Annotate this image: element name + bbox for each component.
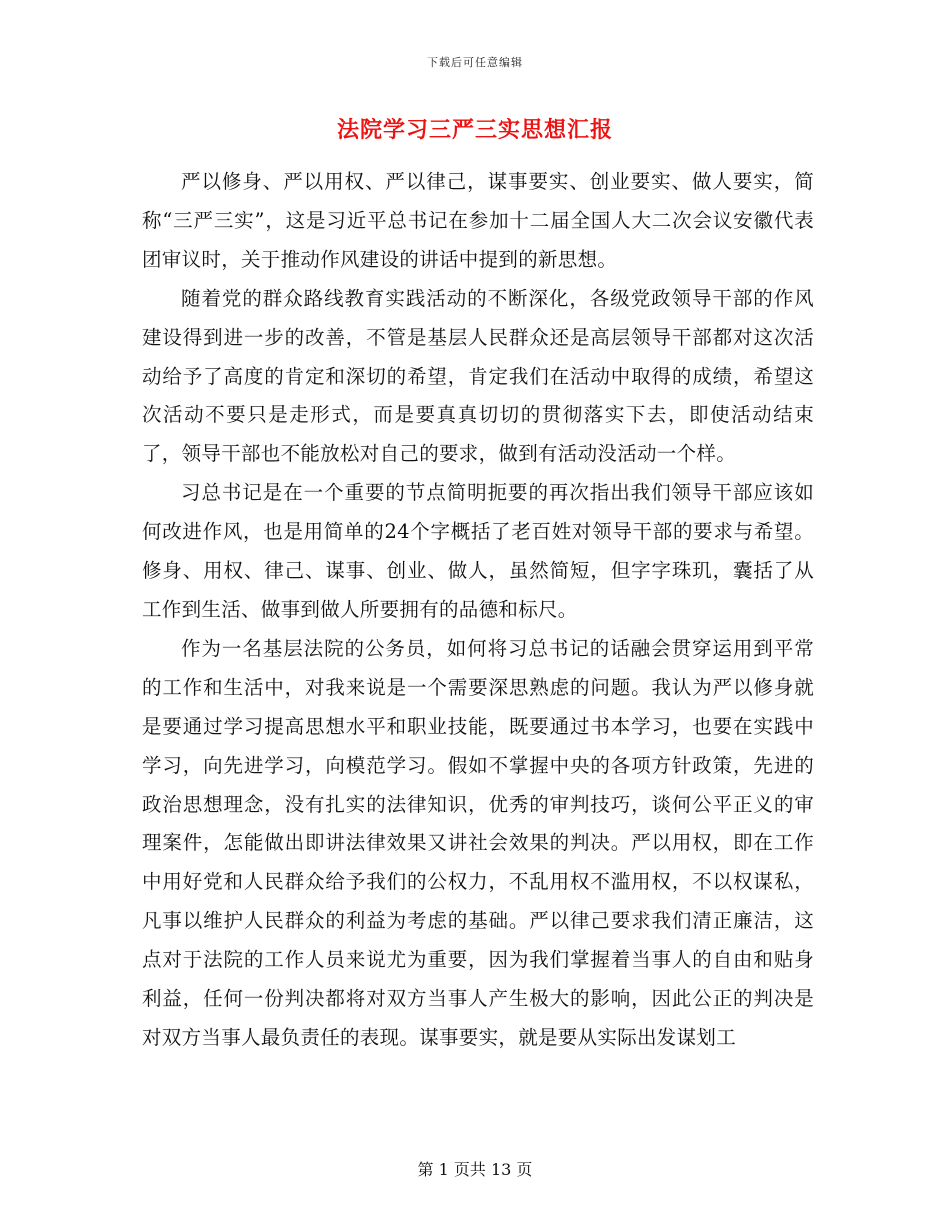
paragraph: 严以修身、严以用权、严以律己，谋事要实、创业要实、做人要实，简称“三严三实”，这是习近平总书记在参加十二届全国人大二次会议安徽代表团审议时，关于推动作风建设的讲话中提到的新思想。 bbox=[142, 170, 814, 271]
paragraph: 随着党的群众路线教育实践活动的不断深化，各级党政领导干部的作风建设得到进一步的改善，不管是基层人民群众还是高层领导干部都对这次活动给予了高度的肯定和深切的希望，肯定我们在活动中取得的成绩，希望这次活动不要只是走形式，而是要真真切切的贯彻落实下去，即使活动结束了，领导干部也不能放松对自己的要求，做到有活动没活动一个样。 bbox=[142, 286, 814, 466]
paragraph: 作为一名基层法院的公务员，如何将习总书记的话融会贯穿运用到平常的工作和生活中，对我来说是一个需要深思熟虑的问题。我认为严以修身就是要通过学习提高思想水平和职业技能，既要通过书本学习，也要在实践中学习，向先进学习，向模范学习。假如不掌握中央的各项方针政策，先进的政治思想理念，没有扎实的法律知识，优秀的审判技巧，谈何公平正义的审理案件，怎能做出即讲法律效果又讲社会效果的判决。严以用权，即在工作中用好党和人民群众给予我们的公权力，不乱用权不滥用权，不以权谋私，凡事以维护人民群众的利益为考虑的基础。严以律己要求我们清正廉洁，这点对于法院的工作人员来说尤为重要，因为我们掌握着当事人的自由和贴身利益，任何一份判决都将对双方当事人产生极大的影响，因此公正的判决是对双方当事人最负责任的表现。谋事要实，就是要从实际出发谋划工 bbox=[142, 636, 814, 1049]
document-body bbox=[142, 163, 814, 1058]
page-header-note: 下载后可任意编辑 bbox=[427, 56, 523, 69]
document-title: 法院学习三严三实思想汇报 bbox=[336, 117, 613, 143]
page-number-footer: 第 1 页共 13 页 bbox=[417, 1160, 533, 1179]
paragraph: 习总书记是在一个重要的节点简明扼要的再次指出我们领导干部应该如何改进作风，也是用简单的24个字概括了老百姓对领导干部的要求与希望。修身、用权、律己、谋事、创业、做人，虽然简短，但字字珠玑，囊括了从工作到生活、做事到做人所要拥有的品德和标尺。 bbox=[142, 481, 814, 621]
